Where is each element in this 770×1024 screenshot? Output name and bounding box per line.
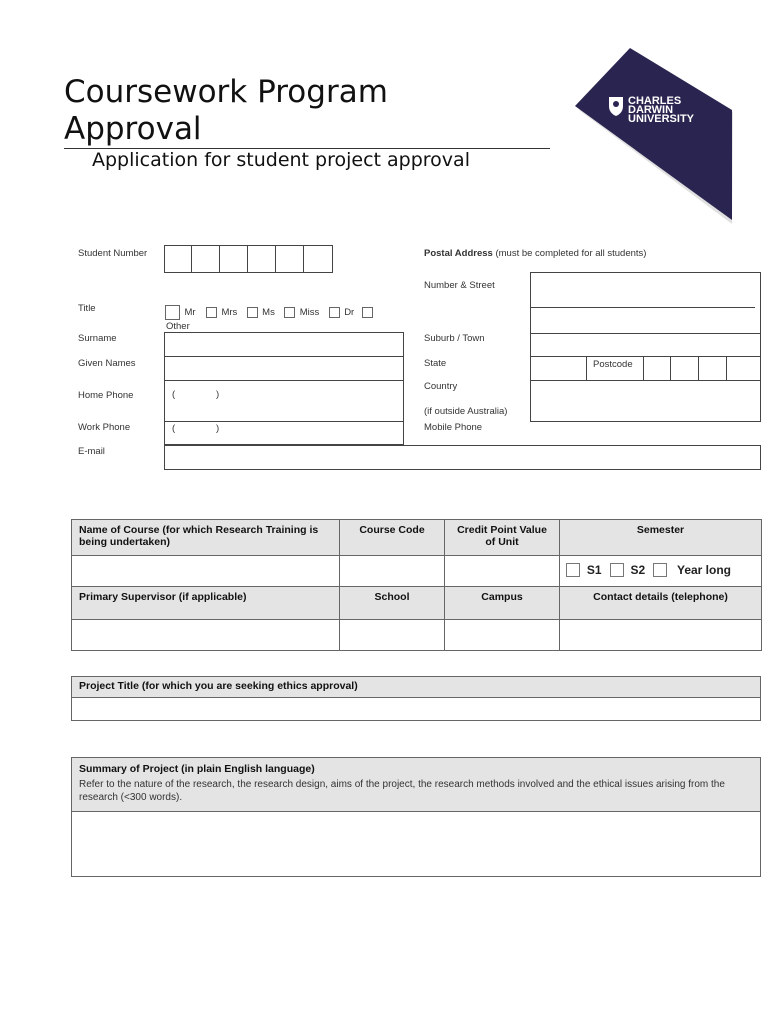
title-other-checkbox[interactable] <box>362 307 373 318</box>
school-header: School <box>340 587 445 620</box>
street-line-divider <box>531 307 755 308</box>
summary-input[interactable] <box>72 812 761 877</box>
page-title: Coursework Program Approval <box>64 74 388 147</box>
email-label: E-mail <box>78 446 105 457</box>
title-option-label: Mrs <box>221 307 238 318</box>
title-option-label: Mr <box>184 307 196 318</box>
postal-address-title: Postal Address <box>424 248 493 259</box>
supervisor-header: Primary Supervisor (if applicable) <box>72 587 340 620</box>
course-code-header: Course Code <box>340 520 445 556</box>
school-input[interactable] <box>340 620 445 651</box>
postcode-label: Postcode <box>593 359 633 370</box>
summary-table <box>71 757 761 877</box>
campus-header: Campus <box>445 587 560 620</box>
semester-s2-checkbox[interactable] <box>610 563 624 577</box>
summary-header: Summary of Project (in plain English language) <box>79 763 315 775</box>
project-title-input[interactable] <box>72 698 761 721</box>
phone-close-paren: ) <box>216 423 220 434</box>
student-number-label: Student Number <box>78 248 148 259</box>
credit-point-header: Credit Point Value of Unit <box>445 520 560 556</box>
suburb-label: Suburb / Town <box>424 333 485 344</box>
title-ms-checkbox[interactable] <box>247 307 258 318</box>
suburb-field[interactable] <box>530 333 761 357</box>
logo-text-1: CHARLES <box>628 95 682 107</box>
course-name-header: Name of Course (for which Research Training is being undertaken) <box>72 520 340 556</box>
surname-label: Surname <box>78 333 117 344</box>
semester-option-label: S2 <box>630 563 646 577</box>
page-subtitle: Application for student project approval <box>92 149 470 171</box>
title-option-label: Ms <box>262 307 275 318</box>
country-field[interactable] <box>530 380 761 422</box>
street-field[interactable] <box>530 272 761 334</box>
semester-option-label: Year long <box>676 563 732 577</box>
given-names-label: Given Names <box>78 358 136 369</box>
credit-point-input[interactable] <box>445 556 560 587</box>
street-label: Number & Street <box>424 280 495 291</box>
country-label: Country <box>424 381 458 392</box>
country-note: (if outside Australia) <box>424 406 508 417</box>
home-phone-field[interactable] <box>164 380 404 422</box>
title-option-label: Miss <box>299 307 320 318</box>
title-mrs-checkbox[interactable] <box>206 307 217 318</box>
title-label: Title <box>78 303 96 314</box>
contact-details-header: Contact details (telephone) <box>560 587 762 620</box>
postal-address-heading <box>424 248 646 259</box>
campus-input[interactable] <box>445 620 560 651</box>
phone-open-paren: ( <box>172 423 176 434</box>
summary-description: Refer to the nature of the research, the research design, aims of the project, the research methods involved and the ethical issues arising from the research (<300 words). <box>79 779 725 803</box>
logo-text-2: DARWIN <box>628 104 674 116</box>
supervisor-input[interactable] <box>72 620 340 651</box>
project-title-header: Project Title (for which you are seeking ethics approval) <box>72 677 761 698</box>
given-names-field[interactable] <box>164 356 404 381</box>
title-dr-checkbox[interactable] <box>329 307 340 318</box>
postal-address-note: (must be completed for all students) <box>495 248 647 259</box>
contact-details-input[interactable] <box>560 620 762 651</box>
home-phone-label: Home Phone <box>78 390 134 401</box>
title-options <box>165 305 405 320</box>
mobile-phone-label: Mobile Phone <box>424 422 483 433</box>
title-option-label: Other <box>166 321 190 332</box>
postcode-label-cell <box>586 356 644 381</box>
work-phone-label: Work Phone <box>78 422 131 433</box>
logo-text-3: UNIVERSITY <box>628 113 695 125</box>
phone-close-paren: ) <box>216 389 220 400</box>
semester-yearlong-checkbox[interactable] <box>653 563 667 577</box>
email-field[interactable] <box>164 445 761 470</box>
university-logo <box>575 48 740 230</box>
state-label: State <box>424 358 447 369</box>
course-table <box>71 519 762 651</box>
semester-options <box>560 556 762 587</box>
summary-header-cell <box>72 758 761 812</box>
state-field[interactable] <box>530 356 587 381</box>
project-title-table <box>71 676 761 721</box>
course-code-input[interactable] <box>340 556 445 587</box>
semester-header: Semester <box>560 520 762 556</box>
semester-option-label: S1 <box>586 563 602 577</box>
title-option-label: Dr <box>344 307 355 318</box>
title-miss-checkbox[interactable] <box>284 307 295 318</box>
work-phone-field[interactable] <box>164 421 404 445</box>
phone-open-paren: ( <box>172 389 176 400</box>
course-name-input[interactable] <box>72 556 340 587</box>
surname-field[interactable] <box>164 332 404 357</box>
title-mr-checkbox[interactable] <box>165 305 180 320</box>
semester-s1-checkbox[interactable] <box>566 563 580 577</box>
